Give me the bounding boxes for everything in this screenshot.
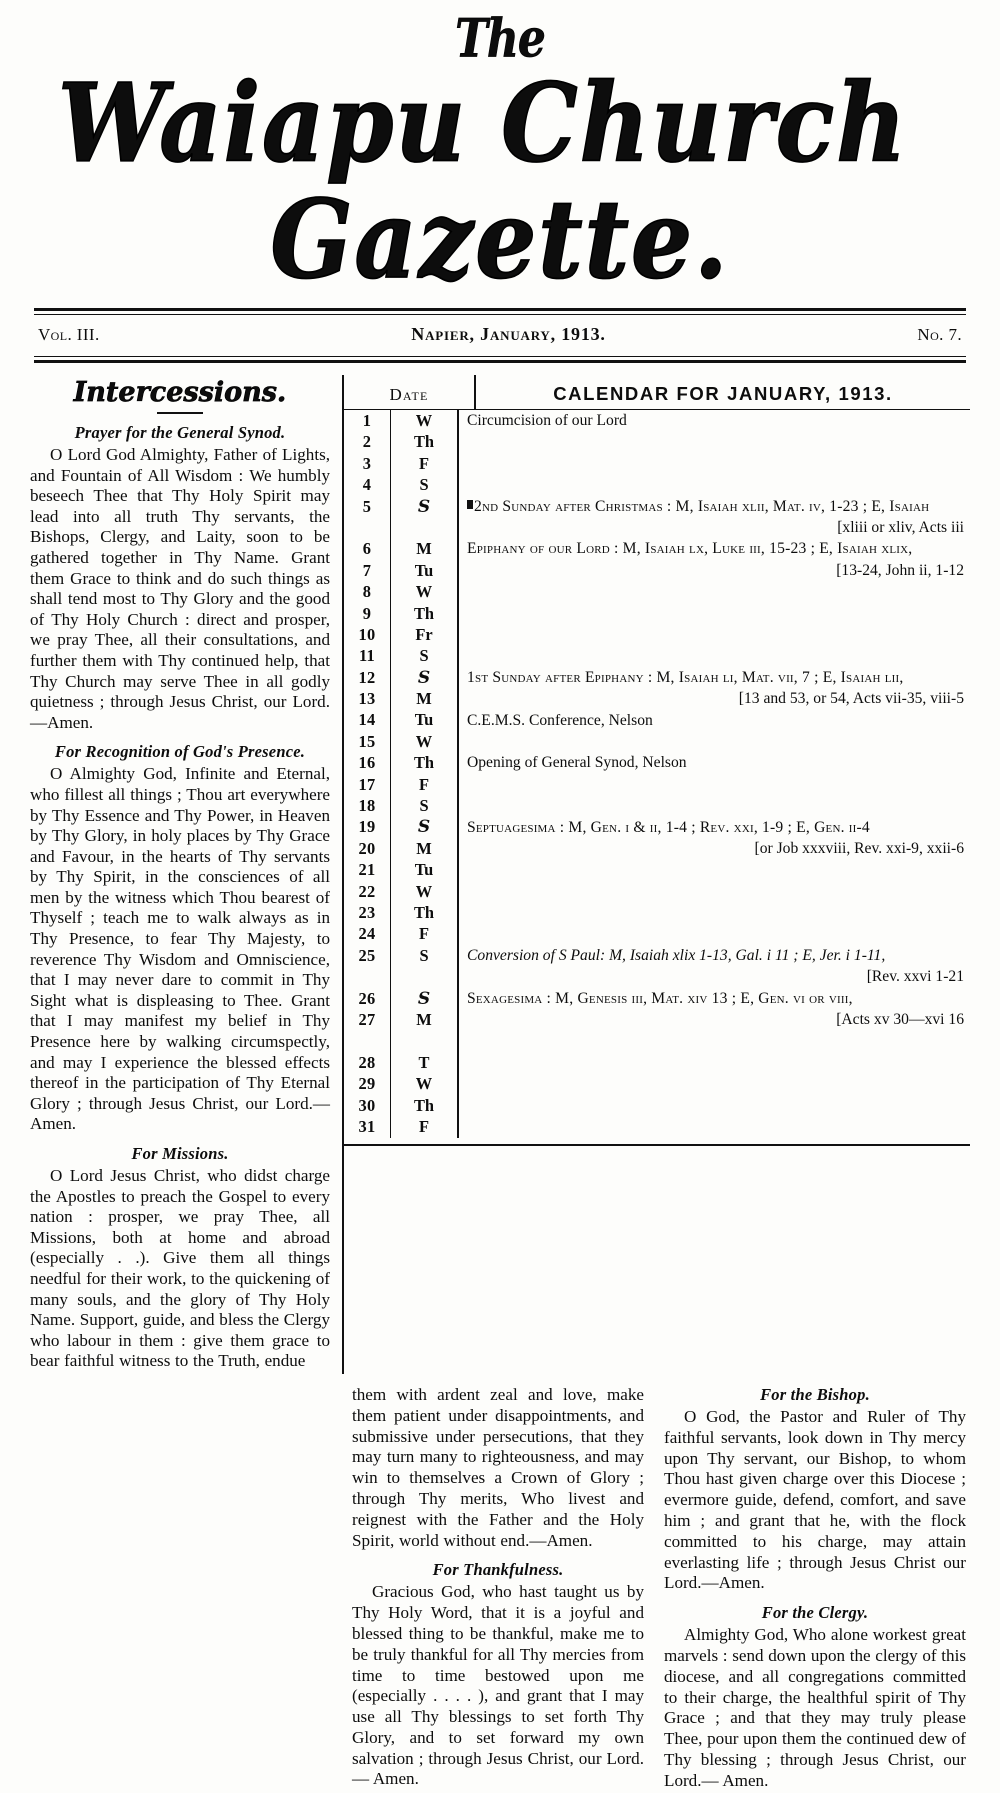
- calendar-weekday: Tu: [414, 860, 434, 880]
- calendar-day-number: [344, 517, 390, 538]
- calendar-day-number: 23: [358, 902, 376, 922]
- prayer-text-clergy: Almighty God, Who alone workest great marvels : send down upon the clergy of this diocese, and all congregations committed to their charge, the healthful spirit of Thy Grace ; and that they may truly please Thee, pour upon them the continued dew of Thy blessing ; through Jesus Christ, our Lord.— Amen.: [664, 1625, 966, 1790]
- calendar-event: C.E.M.S. Conference, Nelson: [467, 711, 653, 729]
- prayer-text-general-synod: O Lord God Almighty, Father of Lights, and Fountain of All Wisdom : We humbly beseech Thee that Thy Holy Spirit may lead into all truth Thy servants, the Bishops, Clergy, and Laity, soon to be gathered together in Thy Name. Grant them Grace to think and do such things as shall tend most to Thy Glory and the good of Thy Holy Church : direct and prosper, we pray Thee, all their consultations, and further them with Thy continued help, that Thy Church may serve Thee in all godly quietness ; through Jesus Christ, our Lord.—Amen.: [30, 445, 330, 732]
- masthead-rule-bottom-thin: [34, 356, 966, 357]
- calendar-weekday-letters: [391, 410, 457, 1138]
- calendar-weekday: S: [419, 475, 429, 495]
- lower-section: [30, 1374, 970, 1793]
- calendar-weekday: S: [419, 646, 429, 666]
- calendar-weekday: Tu: [414, 710, 434, 730]
- calendar-event: Septuagesima : M, Gen. i & ii, 1-4 ; Rev. xxi, 1-9 ; E, Gen. ii-4: [467, 818, 870, 836]
- calendar-weekday: [391, 1030, 457, 1051]
- masthead-word-church: Church: [501, 59, 909, 187]
- calendar-weekday: Tu: [414, 560, 434, 580]
- intercessions-heading: Intercessions.: [73, 377, 287, 408]
- calendar-day-number: 10: [358, 624, 376, 644]
- intercessions-column: [30, 375, 342, 1374]
- calendar-title: CALENDAR FOR JANUARY, 1913.: [553, 383, 893, 404]
- calendar-event: Sexagesima : M, Genesis iii, Mat. xiv 13 ; E, Gen. vi or viii,: [467, 989, 853, 1007]
- calendar-day-number: 20: [358, 838, 376, 858]
- masthead-title: [0, 59, 1000, 303]
- calendar-weekday: M: [416, 539, 432, 559]
- prayer-title-recognition: For Recognition of God's Presence.: [54, 742, 306, 762]
- calendar-event: [Rev. xxvi 1-21: [866, 968, 964, 986]
- calendar-weekday: W: [415, 582, 433, 602]
- calendar-sunday-marker: [391, 988, 457, 1009]
- calendar-weekday: F: [418, 1116, 429, 1136]
- masthead-word-waiapu: Waiapu: [57, 59, 468, 187]
- prayer-text-missions-continued: them with ardent zeal and love, make them patient under disappointments, and submissive under persecutions, that they may turn many to righteousness, and may win to themselves a Crown of Glory ; through Thy merits, Who livest and reignest with the Father and the Holy Spirit, world without end.—Amen.: [352, 1384, 644, 1550]
- calendar-weekday: Th: [413, 432, 435, 452]
- prayer-text-missions-cont-left: [30, 1385, 342, 1406]
- prayer-text-recognition: O Almighty God, Infinite and Eternal, who fillest all things ; Thou art everywhere by Thy Essence and Thy Power, in Heaven by Thy Glory, in holy places by Thy Grace and Favour, in the hearts of Thy servants by Thy Spirit, in the consciences of all men by the witness which Thou bearest of Thyself ; teach me to walk always as in Thy Presence, to fear Thy Majesty, to reverence Thy Wisdom and Omniscience, that I may never dare to commit in Thy Sight what is displeasing to Thee. Grant that I may manifest my belief in Thy Presence here by walking circumspectly, and may I experience the blessed effects thereof in the participation of Thy Eternal Glory ; through Jesus Christ, our Lord.—Amen.: [30, 764, 330, 1134]
- lower-column-right: [654, 1381, 966, 1793]
- calendar-weekday: Th: [413, 753, 435, 773]
- calendar-day-number: 26: [358, 988, 376, 1008]
- calendar-day-number: 9: [362, 603, 372, 623]
- calendar-event: Opening of General Synod, Nelson: [467, 754, 687, 772]
- calendar-day-number: 18: [358, 796, 376, 816]
- calendar-day-number: 2: [362, 432, 372, 452]
- calendar-day-number: [344, 966, 390, 987]
- masthead: [0, 0, 1000, 303]
- calendar-day-number: 12: [358, 667, 376, 687]
- calendar-day-number: 16: [358, 753, 376, 773]
- calendar-day-number: 13: [358, 689, 376, 709]
- masthead-word-gazette: Gazette.: [270, 176, 730, 303]
- calendar-day-number: 30: [358, 1095, 376, 1115]
- calendar-event: [or Job xxxviii, Rev. xxi-9, xxii-6: [754, 840, 964, 857]
- prayer-title-thankfulness: For Thankfulness.: [432, 1560, 564, 1580]
- calendar-weekday: W: [415, 411, 433, 430]
- calendar-sunday-marker: [391, 496, 457, 517]
- calendar-day-number: 15: [358, 731, 376, 751]
- calendar-weekday: Th: [413, 1095, 435, 1115]
- place-date-label: Napier, January, 1913.: [411, 324, 606, 344]
- calendar-weekday: F: [418, 774, 429, 794]
- calendar-weekday: S: [419, 796, 429, 816]
- calendar-day-numbers: [344, 410, 390, 1138]
- issue-number-label: No. 7.: [917, 325, 962, 344]
- calendar-weekday: M: [416, 1009, 432, 1029]
- calendar-day-number: 5: [362, 496, 372, 516]
- calendar-weekday: W: [415, 1074, 433, 1094]
- calendar-sunday-marker: [391, 667, 457, 688]
- prayer-title-bishop: For the Bishop.: [760, 1384, 870, 1404]
- calendar-day-number: 8: [362, 582, 372, 602]
- calendar-event: [13 and 53, or 54, Acts vii-35, viii-5: [738, 690, 964, 708]
- calendar-day-number: 6: [362, 539, 372, 559]
- calendar-day-number: 25: [358, 945, 376, 965]
- calendar-bottom-rule: [344, 1144, 970, 1146]
- sunday-cross-icon: S: [417, 496, 431, 517]
- calendar-day-number: 21: [358, 860, 376, 880]
- calendar-day-number: 19: [358, 817, 376, 837]
- calendar-day-number: 3: [362, 453, 372, 473]
- calendar-date-header: Date: [389, 385, 429, 404]
- prayer-text-missions: O Lord Jesus Christ, who didst charge the Apostles to preach the Gospel to every nation : prosper, we pray Thee, all Missions, both at home and abroad (especially . .). Give them all things needful for their work, to the quickening of many souls, and the glory of Thy Holy Name. Support, guide, and bless the Clergy who labour in them : give them grace to bear faithful witness to the Truth, endue: [30, 1166, 330, 1371]
- calendar-weekday: [391, 966, 457, 987]
- calendar-event: Conversion of S Paul: M, Isaiah xlix 1-13, Gal. i 11 ; E, Jer. i 1-11,: [467, 947, 886, 964]
- calendar-events: [459, 410, 970, 1138]
- calendar-day-number: 14: [358, 710, 376, 730]
- calendar-day-number: 22: [358, 881, 376, 901]
- calendar-body: [344, 410, 970, 1138]
- calendar-weekday: S: [419, 945, 429, 965]
- lower-column-middle: [342, 1381, 654, 1793]
- calendar-day-number: 7: [362, 560, 372, 580]
- calendar-day-number: [344, 1030, 390, 1051]
- masthead-rule-top: [34, 308, 966, 311]
- calendar-event: Circumcision of our Lord: [467, 412, 627, 429]
- calendar-sunday-marker: [391, 816, 457, 837]
- calendar-day-number: 24: [358, 924, 376, 944]
- intercessions-divider: [157, 412, 203, 414]
- calendar-day-number: 17: [358, 774, 376, 794]
- sunday-cross-icon: S: [417, 667, 431, 688]
- calendar-header-row: [344, 375, 970, 409]
- calendar-table: [342, 375, 970, 1374]
- masthead-rule-bottom: [34, 360, 966, 363]
- calendar-weekday: T: [418, 1052, 430, 1072]
- calendar-event: 1st Sunday after Epiphany : M, Isaiah li, Mat. vii, 7 ; E, Isaiah lii,: [467, 668, 904, 686]
- masthead-the: The: [455, 9, 545, 70]
- calendar-day-number: 27: [358, 1009, 376, 1029]
- calendar-weekday: F: [418, 453, 429, 473]
- lower-column-left: [30, 1381, 342, 1793]
- upper-section: [30, 375, 970, 1374]
- prayer-text-bishop: O God, the Pastor and Ruler of Thy faithful servants, look down in Thy mercy upon Thy servant, our Bishop, to whom Thou hast given charge over this Diocese ; evermore guide, defend, comfort, and save him ; and grant that he, with the flock committed to his charge, may attain everlasting life ; through Jesus Christ our Lord.—Amen.: [664, 1406, 966, 1593]
- calendar-weekday: W: [415, 731, 433, 751]
- calendar-event: [13-24, John ii, 1-12: [836, 561, 964, 579]
- volume-label: Vol. III.: [38, 325, 100, 344]
- calendar-weekday: W: [415, 881, 433, 901]
- calendar-day-number: 29: [358, 1074, 376, 1094]
- calendar-weekday: [391, 517, 457, 538]
- prayer-title-missions: For Missions.: [131, 1144, 229, 1163]
- calendar-weekday: M: [416, 838, 432, 858]
- sunday-cross-icon: S: [417, 817, 431, 838]
- calendar-day-number: 1: [362, 411, 372, 430]
- calendar-day-number: 4: [362, 475, 372, 495]
- calendar-weekday: Th: [413, 603, 435, 623]
- calendar-weekday: Fr: [415, 624, 433, 644]
- prayer-text-thankfulness: Gracious God, who hast taught us by Thy Holy Word, that it is a joyful and blessed thing to be thankful, make me to be truly thankful for all Thy mercies from time to time bestowed upon me (especially . . . . ), and grant that I may use all Thy blessings to set forth Thy Glory, and to set forward my own salvation ; through Jesus Christ, our Lord.— Amen.: [352, 1582, 644, 1789]
- calendar-weekday: F: [418, 924, 429, 944]
- calendar-event: [Acts xv 30—xvi 16: [836, 1011, 964, 1029]
- calendar-event: Epiphany of our Lord : M, Isaiah lx, Luke iii, 15-23 ; E, Isaiah xlix,: [467, 540, 913, 558]
- calendar-weekday: Th: [413, 902, 435, 922]
- prayer-title-clergy: For the Clergy.: [761, 1603, 869, 1623]
- calendar-day-number: 31: [358, 1116, 376, 1136]
- calendar-weekday: M: [416, 689, 432, 709]
- sunday-cross-icon: S: [417, 988, 431, 1009]
- calendar-day-number: 11: [358, 646, 376, 666]
- calendar-event: [xliii or xliv, Acts iii: [837, 519, 964, 536]
- calendar-day-number: 28: [358, 1052, 376, 1072]
- calendar-event: 2nd Sunday after Christmas : M, Isaiah xlii, Mat. iv, 1-23 ; E, Isaiah: [467, 496, 966, 517]
- prayer-title-general-synod: Prayer for the General Synod.: [74, 423, 286, 442]
- event-bullet-icon: [467, 500, 473, 509]
- volume-bar: [36, 315, 964, 353]
